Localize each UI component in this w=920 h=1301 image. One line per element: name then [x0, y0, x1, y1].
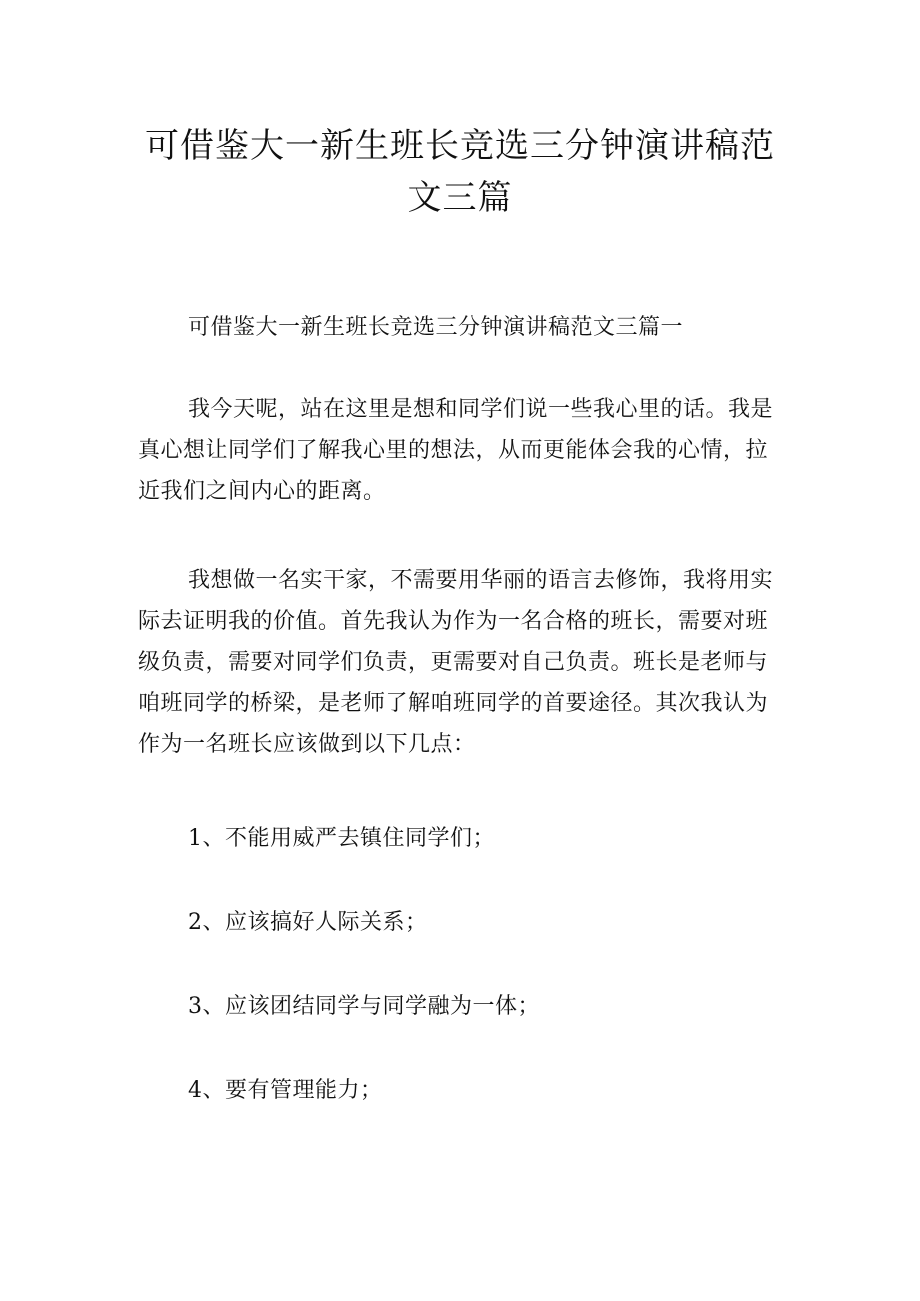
list-item: 1、不能用威严去镇住同学们；	[188, 826, 495, 851]
paragraph-1: 我今天呢，站在这里是想和同学们说一些我心里的话。我是真心想让同学们了解我心里的想法，从而更能体会我的心情，拉近我们之间内心的距离。	[138, 397, 774, 504]
paragraph-2: 我想做一名实干家，不需要用华丽的语言去修饰，我将用实际去证明我的价值。首先我认为作为一名合格的班长，需要对班级负责，需要对同学们负责，更需要对自己负责。班长是老师与咱班同学的桥梁，是老师了解咱班同学的首要途径。其次我认为作为一名班长应该做到以下几点：	[138, 568, 774, 757]
list-item: 3、应该团结同学与同学融为一体；	[188, 994, 540, 1019]
title-line-1: 可借鉴大一新生班长竞选三分钟演讲稿范	[145, 126, 775, 166]
list-item: 2、应该搞好人际关系；	[188, 910, 428, 935]
document-title	[0, 120, 920, 224]
section-heading: 可借鉴大一新生班长竞选三分钟演讲稿范文三篇一	[188, 315, 684, 340]
list-item: 4、要有管理能力；	[188, 1078, 383, 1103]
title-line-2: 文三篇	[407, 178, 513, 218]
